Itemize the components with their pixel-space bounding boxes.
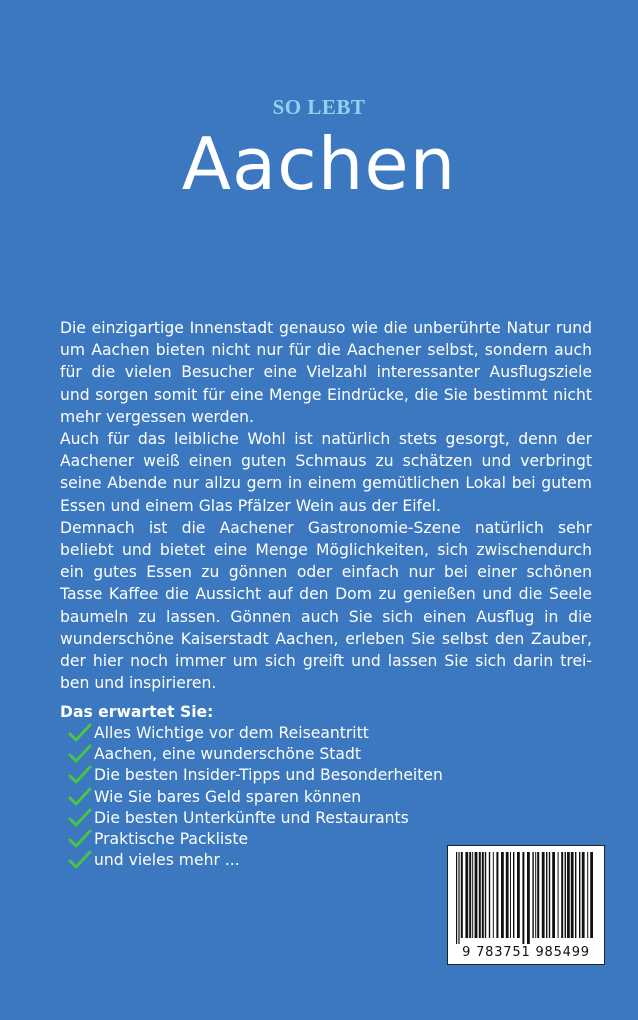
barcode-bar — [456, 852, 457, 944]
checkmark-icon — [68, 723, 92, 743]
barcode-bar — [587, 852, 588, 938]
barcode-bar — [501, 852, 504, 938]
barcode-bar — [579, 852, 580, 938]
paragraph-2: Auch für das leibliche Wohl ist natürlich stets gesorgt, denn der Aachener weiß einen guten Schmaus zu schätzen und verbringt seine Abende nur allzu gern in einem gemütlichen Lokal bei gutem Essen und einem Glas Pfälzer Wein aus der Eifel. — [60, 430, 592, 515]
barcode-bar — [558, 852, 559, 938]
barcode-bar — [527, 852, 530, 944]
barcode-bar — [485, 852, 486, 938]
list-item — [68, 765, 443, 786]
barcode-bar — [542, 852, 545, 938]
checkmark-icon — [68, 765, 92, 785]
barcode-bar — [546, 852, 547, 938]
paragraph-3: Demnach ist die Aachener Gastronomie-Szene natürlich sehr beliebt und bietet eine Menge Möglichkeiten, sich zwischendurch ein gutes Essen zu gönnen oder einfach nur bei einer schönen Tasse Kaffee die Aussicht auf den Dom zu genießen und die Seele baumeln zu lassen. Gönnen auch Sie sich einen Ausflug in die wunderschöne Kaiserstadt Aachen, erleben Sie selbst den Zauber, der hier noch immer um sich greift und lassen Sie sich darin trei-ben und inspirieren. — [60, 518, 592, 693]
barcode-bar — [565, 852, 566, 938]
barcode-bar — [496, 852, 498, 938]
barcode-bar — [537, 852, 539, 938]
barcode-bar — [475, 852, 478, 938]
list-item — [68, 722, 443, 743]
list-item — [68, 743, 443, 764]
barcode-bar — [493, 852, 494, 938]
barcode-bar — [517, 852, 520, 938]
barcode-bar — [549, 852, 550, 938]
checkmark-icon — [68, 787, 92, 807]
barcode-bar — [482, 852, 484, 938]
barcode-bars — [454, 852, 598, 944]
barcode-bar — [561, 852, 563, 938]
barcode-bar — [582, 852, 585, 938]
list-item — [68, 828, 443, 849]
barcode-bar — [479, 852, 481, 938]
list-item-label: Die besten Insider-Tipps und Besonderheiten — [94, 766, 443, 785]
list-item-label: Aachen, eine wunderschöne Stadt — [94, 744, 361, 763]
list-item-label: Die besten Unterkünfte und Restaurants — [94, 808, 409, 827]
barcode-bar — [472, 852, 473, 938]
barcode-bar — [469, 852, 471, 938]
checkmark-icon — [68, 808, 92, 828]
list-item — [68, 850, 443, 871]
isbn-barcode — [447, 845, 605, 965]
checkmark-icon — [68, 850, 92, 870]
cover-title: Aachen — [181, 122, 457, 206]
barcode-bar — [489, 852, 490, 938]
barcode-number: 9 783751 985499 — [462, 945, 590, 960]
barcode-bar — [465, 852, 468, 938]
list-item — [68, 807, 443, 828]
barcode-bar — [571, 852, 574, 938]
list-item-label: Wie Sie bares Geld sparen können — [94, 787, 362, 806]
barcode-bar — [535, 852, 536, 938]
barcode-bar — [458, 852, 459, 944]
barcode-bar — [532, 852, 533, 938]
barcode-bar — [590, 852, 593, 938]
barcode-bar — [567, 852, 570, 938]
paragraph-1: Die einzigartige Innenstadt genauso wie die unberührte Natur rund um Aachen bieten nicht nur für die Aachener selbst, sondern auch für die vielen Besucher eine Vielzahl interessanter Ausflugsziele und sorgen somit für eine Menge Eindrücke, die Sie bestimmt nicht mehr vergessen werden. — [60, 319, 592, 426]
list-item-label: Alles Wichtige vor dem Reiseantritt — [94, 723, 369, 742]
checkmark-icon — [68, 744, 92, 764]
barcode-bar — [522, 852, 524, 944]
cover-subtitle: SO LEBT — [272, 95, 366, 119]
list-item-label: Praktische Packliste — [94, 830, 249, 849]
list-heading: Das erwartet Sie: — [60, 703, 214, 721]
barcode-bar — [461, 852, 463, 938]
feature-list — [68, 722, 443, 871]
description-text — [60, 317, 592, 694]
barcode-bar — [575, 852, 576, 938]
barcode-bar — [513, 852, 514, 938]
barcode-bar — [506, 852, 509, 938]
barcode-bar — [510, 852, 511, 938]
list-item-label: und vieles mehr ... — [94, 851, 240, 870]
barcode-bar — [552, 852, 555, 938]
list-item — [68, 786, 443, 807]
checkmark-icon — [68, 829, 92, 849]
